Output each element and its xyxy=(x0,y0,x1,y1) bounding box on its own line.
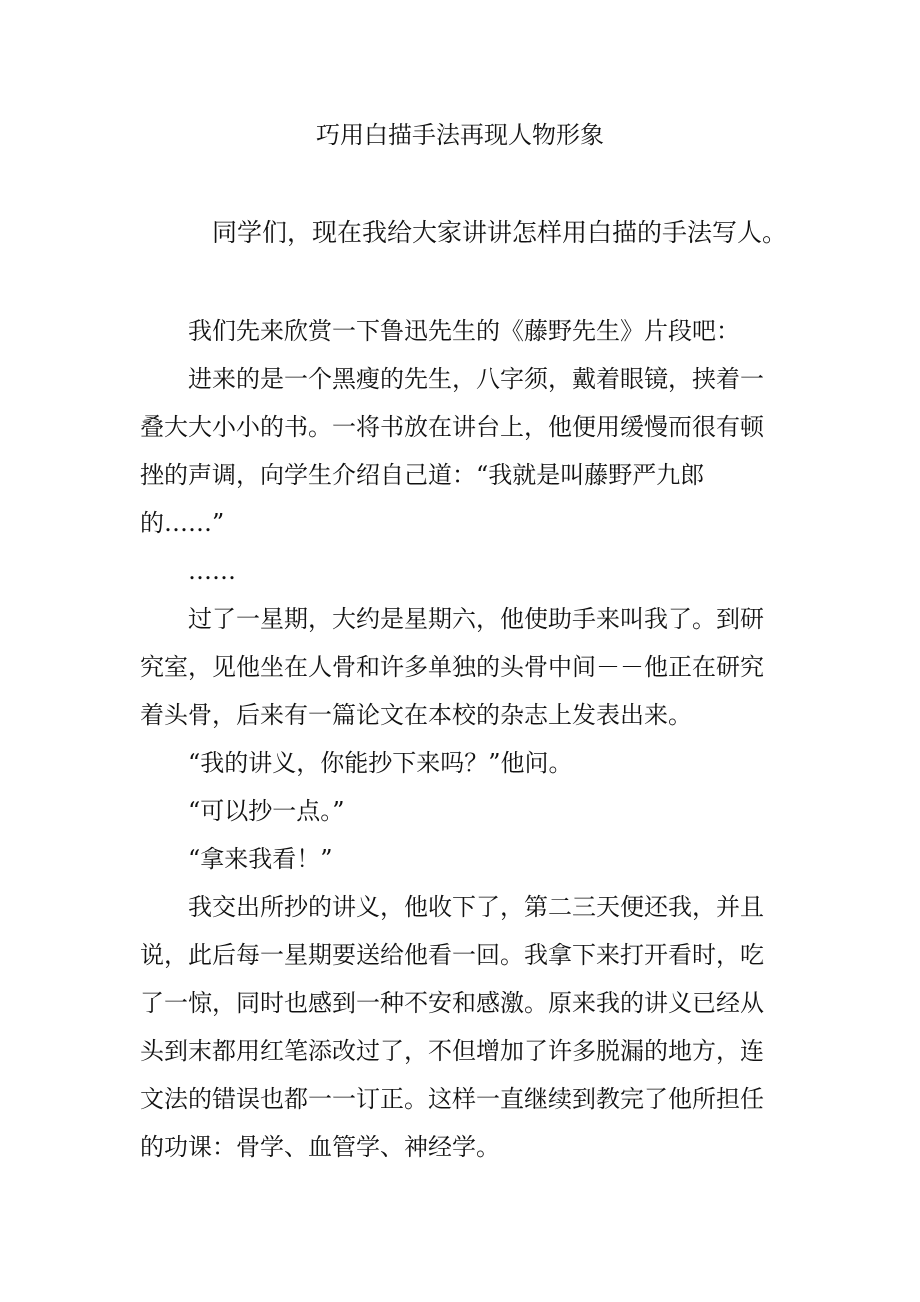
ellipsis-line: …… xyxy=(188,557,236,585)
dialogue-line: “可以抄一点。” xyxy=(188,797,345,825)
text-line: 文法的错误也都一一订正。这样一直继续到教完了他所担任 xyxy=(140,1085,764,1113)
dialogue-line: “拿来我看！” xyxy=(188,845,333,873)
document-title: 巧用白描手法再现人物形象 xyxy=(316,121,604,149)
text-line: 究室，见他坐在人骨和许多单独的头骨中间－－他正在研究 xyxy=(140,653,764,681)
text-line: 说，此后每一星期要送给他看一回。我拿下来打开看时，吃 xyxy=(140,941,764,969)
text-line: 过了一星期，大约是星期六，他使助手来叫我了。到研 xyxy=(188,605,764,633)
text-line: 我交出所抄的讲义，他收下了，第二三天便还我，并且 xyxy=(188,893,764,921)
text-line: 头到末都用红笔添改过了，不但增加了许多脱漏的地方，连 xyxy=(140,1037,764,1065)
text-line: 了一惊，同时也感到一种不安和感激。原来我的讲义已经从 xyxy=(140,989,764,1017)
text-line: 着头骨，后来有一篇论文在本校的杂志上发表出来。 xyxy=(140,701,692,729)
dialogue-line: “我的讲义，你能抄下来吗？”他问。 xyxy=(188,749,573,777)
text-line: 的……” xyxy=(140,509,225,537)
text-line: 我们先来欣赏一下鲁迅先生的《藤野先生》片段吧： xyxy=(188,317,740,345)
text-line: 叠大大小小的书。一将书放在讲台上，他便用缓慢而很有顿 xyxy=(140,413,764,441)
text-line: 的功课：骨学、血管学、神经学。 xyxy=(140,1133,500,1161)
text-line: 挫的声调，向学生介绍自己道：“我就是叫藤野严九郎 xyxy=(140,461,705,489)
text-line: 进来的是一个黑瘦的先生，八字须，戴着眼镜，挟着一 xyxy=(188,365,764,393)
intro-paragraph: 同学们，现在我给大家讲讲怎样用白描的手法写人。 xyxy=(212,218,788,247)
